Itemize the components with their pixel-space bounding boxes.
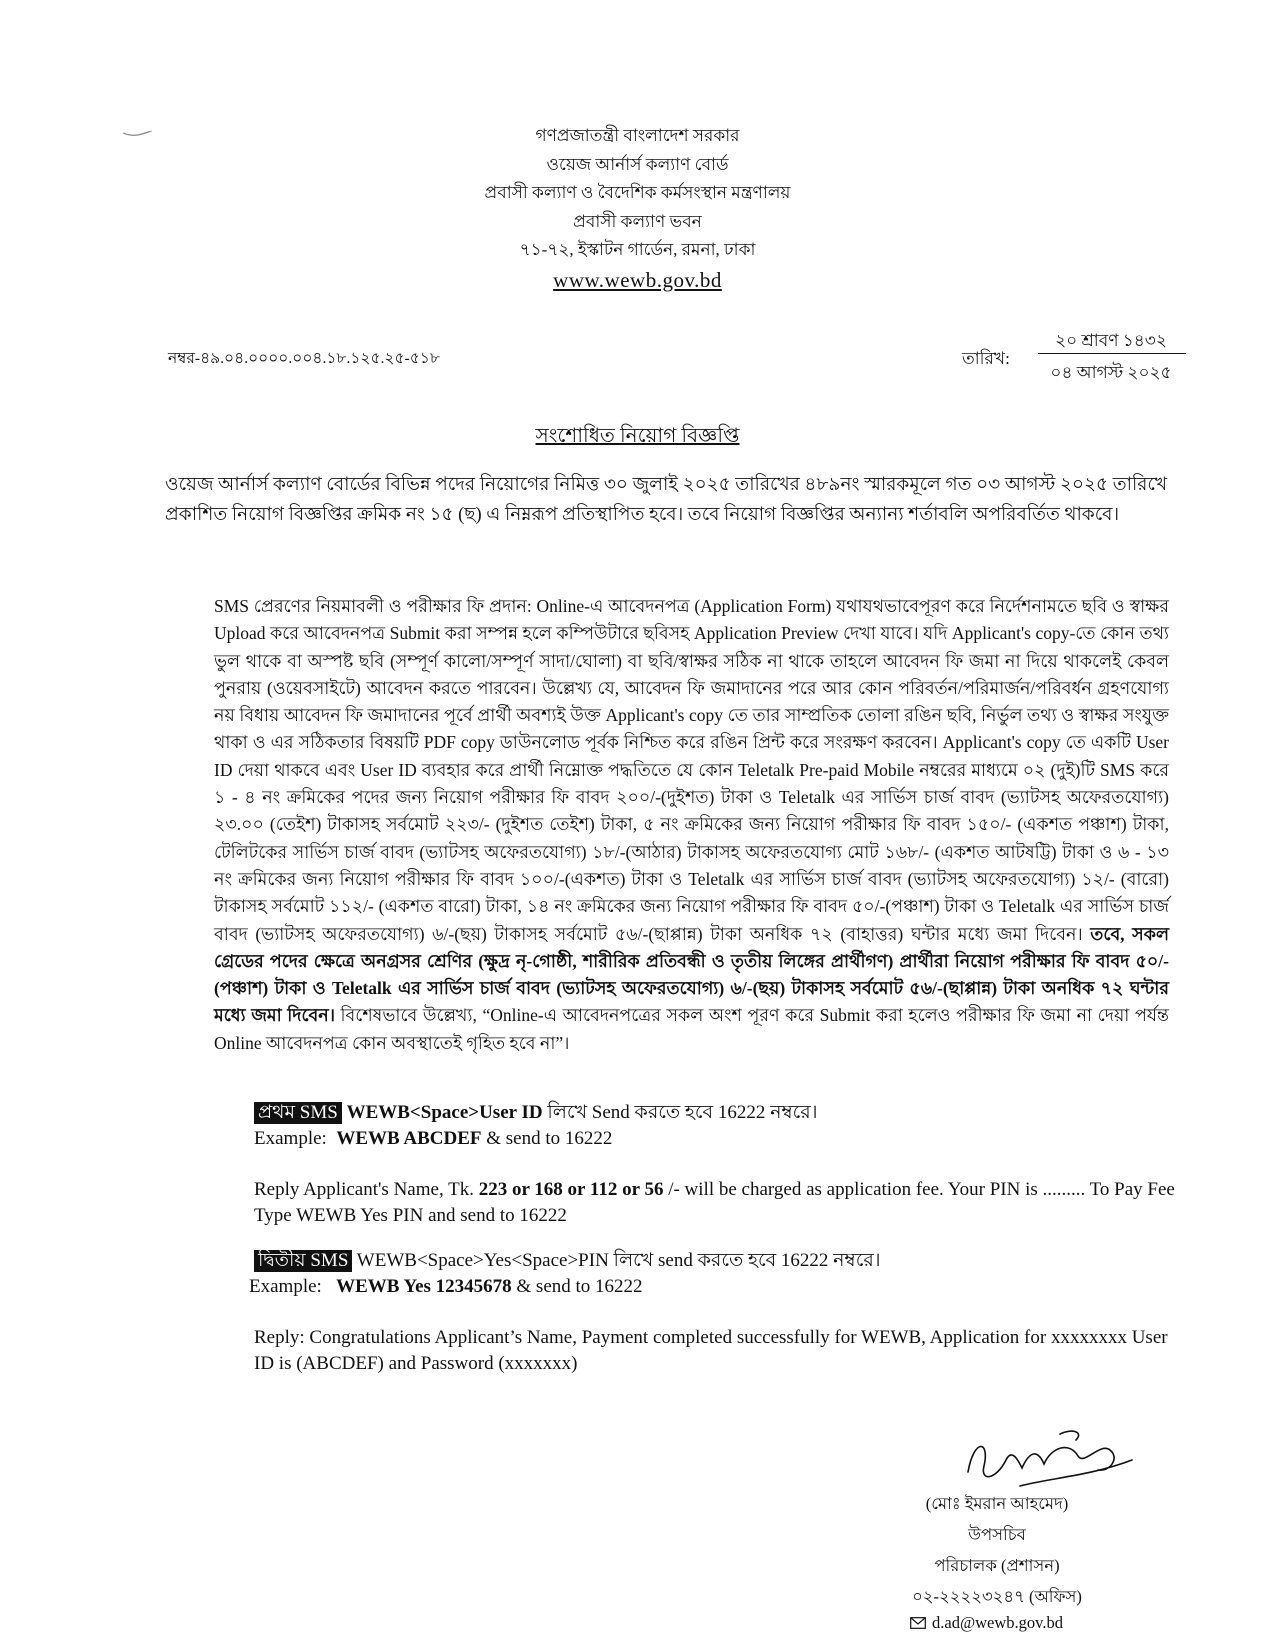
envelope-icon: [910, 1617, 926, 1629]
fee-amounts: 223 or 168 or 112 or 56: [478, 1179, 664, 1200]
example-rest: & send to 16222: [511, 1276, 643, 1297]
govt-name: গণপ্রজাতন্ত্রী বাংলাদেশ সরকার: [535, 126, 740, 145]
letterhead: [0, 122, 1275, 295]
first-sms-example: [254, 1126, 818, 1152]
board-name: ওয়েজ আর্নার্স কল্যাণ বোর্ড: [546, 154, 729, 174]
fee-instructions-paragraph: [214, 593, 1169, 1057]
first-sms-block: [254, 1100, 818, 1152]
second-sms-reply: Reply: Congratulations Applicant’s Name, Payment completed successfully for WEWB, Application for xxxxxxxx User ID is (ABCDEF) and Password (xxxxxxx): [254, 1327, 1168, 1374]
first-sms-badge: প্রথম SMS: [254, 1102, 342, 1124]
date-divider: [1038, 353, 1186, 354]
website-link[interactable]: www.wewb.gov.bd: [553, 267, 722, 292]
example-code: WEWB ABCDEF: [336, 1128, 482, 1149]
example-label: Example:: [249, 1276, 322, 1297]
first-sms-line: [254, 1100, 818, 1126]
special-category-notice: তবে, সকল গ্রেডের পদের ক্ষেত্রে অনগ্রসর শ্রেণির (ক্ষুদ্র নৃ-গোষ্ঠী, শারীরিক প্রতিবন্ধী ও তৃতীয় লিঙ্গের প্রার্থীগণ) প্রার্থীরা নিয়োগ পরীক্ষার ফি বাবদ ৫০/-(পঞ্চাশ) টাকা ও Teletalk এর সার্ভিস চার্জ বাবদ (ভ্যাটসহ অফেরতযোগ্য) ৬/-(ছয়) টাকাসহ সর্বমোট ৫৬/-(ছাপ্পান্ন) টাকা অনধিক ৭২ ঘন্টার মধ্যে জমা দিবেন।: [214, 923, 1170, 1026]
second-sms-block: [249, 1248, 881, 1300]
first-sms-instruction: লিখে Send করতে হবে 16222 নম্বরে।: [542, 1102, 818, 1123]
signatory-email[interactable]: d.ad@wewb.gov.bd: [932, 1613, 1063, 1632]
instructions-text: SMS প্রেরণের নিয়মাবলী ও পরীক্ষার ফি প্রদান: Online-এ আবেদনপত্র (Application Form) যথাযথভাবেপূরণ করে নির্দেশনামতে ছবি ও স্বাক্ষর Upload করে আবেদনপত্র Submit করা সম্পন্ন হলে কম্পিউটারে ছবিসহ Application Preview দেখা যাবে। যদি Applicant's copy-তে কোন তথ্য ভুল থাকে বা অস্পষ্ট ছবি (সম্পূর্ণ কালো/সম্পূর্ণ সাদা/ঘোলা) বা ছবি/স্বাক্ষর সঠিক না থাকে তাহলে আবেদন ফি জমা না দিয়ে থাকলেই কেবল পুনরায় (ওয়েবসাইটে) আবেদন করতে পারবেন। উল্লেখ্য যে, আবেদন ফি জমাদানের পরে আর কোন পরিবর্তন/পরিমার্জন/পরিবর্ধন গ্রহণযোগ্য নয় বিধায় আবেদন ফি জমাদানের পূর্বে প্রার্থী অবশ্যই উক্ত Applicant's copy তে তার সাম্প্রতিক তোলা রঙিন ছবি, নির্ভুল তথ্য ও স্বাক্ষর সংযুক্ত থাকা ও এর সঠিকতার বিষয়টি PDF copy ডাউনলোড পূর্বক নিশ্চিত করে রঙিন প্রিন্ট করে সংরক্ষণ করবেন। Applicant's copy তে একটি User ID দেয়া থাকবে এবং User ID ব্যবহার করে প্রার্থী নিম্নোক্ত পদ্ধতিতে যে কোন Teletalk Pre-paid Mobile নম্বরের মাধ্যমে ০২ (দুই)টি SMS করে ১ - ৪ নং ক্রমিকের পদের জন্য নিয়োগ পরীক্ষার ফি বাবদ ২০০/-(দুইশত) টাকা ও Teletalk এর সার্ভিস চার্জ বাবদ (ভ্যাটসহ অফেরতযোগ্য) ২৩.০০ (তেইশ) টাকাসহ সর্বমোট ২২৩/- (দুইশত তেইশ) টাকা, ৫ নং ক্রমিকের জন্য নিয়োগ পরীক্ষার ফি বাবদ ১৫০/- (একশত পঞ্চাশ) টাকা, টেলিটকের সার্ভিস চার্জ বাবদ (ভ্যাটসহ অফেরতযোগ্য) ১৮/-(আঠার) টাকাসহ অফেরতযোগ্য মোট ১৬৮/- (একশত আটষট্টি) টাকা ও ৬ - ১৩ নং ক্রমিকের জন্য নিয়োগ পরীক্ষার ফি বাবদ ১০০/-(একশত) টাকা ও Teletalk এর সার্ভিস চার্জ বাবদ (ভ্যাটসহ অফেরতযোগ্য) ১২/- (বারো) টাকাসহ সর্বমোট ১১২/- (একশত বারো) টাকা, ১৪ নং ক্রমিকের জন্য নিয়োগ পরীক্ষার ফি বাবদ ৫০/-(পঞ্চাশ) টাকা ও Teletalk এর সার্ভিস চার্জ বাবদ (ভ্যাটসহ অফেরতযোগ্য) ৬/-(ছয়) টাকাসহ সর্বমোট ৫৬/-(ছাপ্পান্ন) টাকা অনধিক ৭২ (বাহাত্তর) ঘন্টার মধ্যে জমা দিবেন।: [214, 596, 1169, 944]
address: ৭১-৭২, ইস্কাটন গার্ডেন, রমনা, ঢাকা: [519, 240, 756, 259]
second-sms-command: WEWB<Space>Yes<Space>PIN লিখে send করতে হবে 16222 নম্বরে।: [352, 1250, 881, 1271]
signatory-position: পরিচালক (প্রশাসন): [934, 1556, 1060, 1575]
signatory-designation: উপসচিব: [968, 1525, 1026, 1544]
date-label: তারিখ:: [962, 349, 1010, 368]
signatory-email-line: [910, 1613, 1063, 1633]
date-bangla: ২০ শ্রাবণ ১৪৩২: [1055, 331, 1167, 350]
example-label: Example:: [254, 1128, 327, 1149]
second-sms-example: [249, 1274, 881, 1300]
signatory-phone: ০২-২২২২৩২৪৭ (অফিস): [912, 1587, 1082, 1606]
memo-number: নম্বর-৪৯.০৪.০০০০.০০৪.১৮.১২৫.২৫-৫১৮: [168, 350, 440, 367]
intro-paragraph: ওয়েজ আর্নার্স কল্যাণ বোর্ডের বিভিন্ন পদের নিয়োগের নিমিত্ত ৩০ জুলাই ২০২৫ তারিখের ৪৮৯নং স্মারকমূলে গত ০৩ আগস্ট ২০২৫ তারিখে প্রকাশিত নিয়োগ বিজ্ঞপ্তির ক্রমিক নং ১৫ (ছ) এ নিম্নরূপ প্রতিস্থাপিত হবে। তবে নিয়োগ বিজ্ঞপ্তির অন্যান্য শর্তাবলি অপরিবর্তিত থাকবে।: [165, 475, 1167, 525]
building-name: প্রবাসী কল্যাণ ভবন: [573, 211, 702, 231]
first-sms-command: WEWB<Space>User ID: [346, 1102, 543, 1123]
signatory-name: (মোঃ ইমরান আহমেদ): [925, 1494, 1069, 1513]
signatory-block: [892, 1488, 1102, 1612]
ministry-name: প্রবাসী কল্যাণ ও বৈদেশিক কর্মসংস্থান মন্ত্রণালয়: [484, 183, 791, 202]
reply-text: Reply Applicant's Name, Tk.: [254, 1179, 479, 1200]
submission-note: বিশেষভাবে উল্লেখ্য, “Online-এ আবেদনপত্রের সকল অংশ পূরণ করে Submit করা হলেও পরীক্ষার ফি জমা না দেয়া পর্যন্ত Online আবেদনপত্র কোন অবস্থাতেই গৃহিত হবে না”।: [214, 1005, 1169, 1053]
example-code: WEWB Yes 12345678: [336, 1276, 512, 1297]
second-sms-badge: দ্বিতীয় SMS: [254, 1250, 352, 1272]
notice-title: সংশোধিত নিয়োগ বিজ্ঞপ্তি: [535, 425, 740, 447]
date-english: ০৪ আগস্ট ২০২৫: [1050, 363, 1172, 382]
first-sms-reply: [254, 1177, 1189, 1229]
example-rest: & send to 16222: [481, 1128, 613, 1149]
reply-text-rest: /- will be charged as application fee. Your PIN is ......... To Pay Fee Type WEWB Yes PIN and send to 16222: [254, 1179, 1175, 1226]
second-sms-line: [254, 1248, 881, 1274]
